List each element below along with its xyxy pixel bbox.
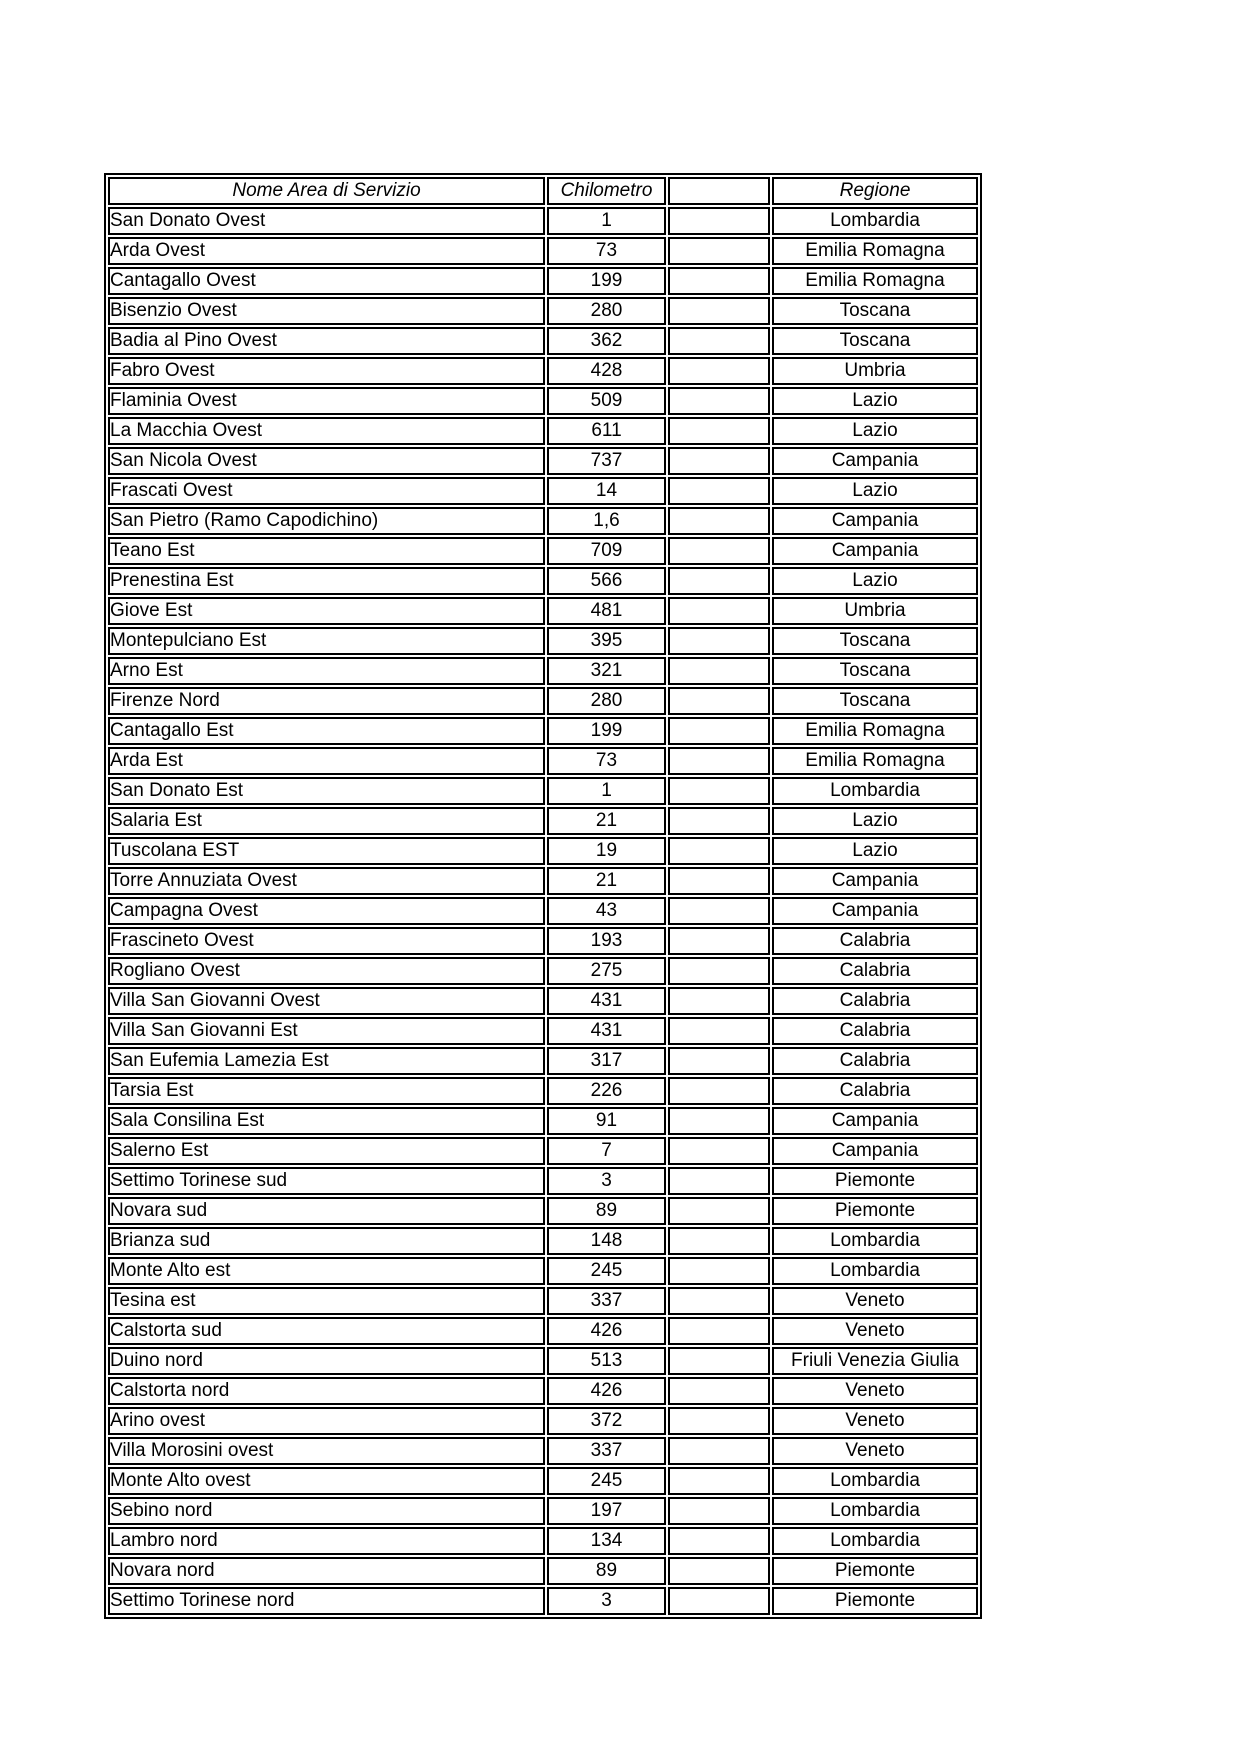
table-row [108,1557,978,1585]
region-cell: Lombardia [772,1467,978,1495]
area-name-cell: Settimo Torinese nord [108,1587,545,1615]
km-cell: 193 [547,927,666,955]
table-row [108,1347,978,1375]
spacer-cell [668,1317,770,1345]
spacer-cell [668,1437,770,1465]
header-chilometro: Chilometro [547,177,666,205]
area-name-cell: San Donato Est [108,777,545,805]
km-cell: 426 [547,1317,666,1345]
area-name-cell: Settimo Torinese sud [108,1167,545,1195]
area-name-cell: Bisenzio Ovest [108,297,545,325]
region-cell: Toscana [772,687,978,715]
table-row [108,387,978,415]
spacer-cell [668,477,770,505]
table-row [108,687,978,715]
area-name-cell: Salaria Est [108,807,545,835]
table-row [108,1047,978,1075]
table-row [108,297,978,325]
spacer-cell [668,957,770,985]
region-cell: Calabria [772,957,978,985]
area-name-cell: Frascati Ovest [108,477,545,505]
spacer-cell [668,1257,770,1285]
km-cell: 148 [547,1227,666,1255]
spacer-cell [668,927,770,955]
region-cell: Lombardia [772,1227,978,1255]
table-row [108,1587,978,1615]
km-cell: 431 [547,1017,666,1045]
area-name-cell: San Donato Ovest [108,207,545,235]
region-cell: Lombardia [772,1497,978,1525]
table-row [108,1077,978,1105]
spacer-cell [668,717,770,745]
table-row [108,1017,978,1045]
region-cell: Veneto [772,1407,978,1435]
region-cell: Friuli Venezia Giulia [772,1347,978,1375]
region-cell: Campania [772,867,978,895]
region-cell: Campania [772,897,978,925]
region-cell: Piemonte [772,1167,978,1195]
region-cell: Toscana [772,657,978,685]
table-row [108,777,978,805]
km-cell: 245 [547,1257,666,1285]
region-cell: Calabria [772,927,978,955]
area-name-cell: Prenestina Est [108,567,545,595]
km-cell: 337 [547,1437,666,1465]
area-name-cell: Novara sud [108,1197,545,1225]
spacer-cell [668,1347,770,1375]
service-areas-table [104,173,982,1619]
area-name-cell: San Nicola Ovest [108,447,545,475]
spacer-cell [668,1047,770,1075]
spacer-cell [668,1107,770,1135]
region-cell: Veneto [772,1287,978,1315]
spacer-cell [668,507,770,535]
table-row [108,867,978,895]
km-cell: 73 [547,747,666,775]
area-name-cell: Villa Morosini ovest [108,1437,545,1465]
spacer-cell [668,1407,770,1435]
km-cell: 197 [547,1497,666,1525]
header-spacer [668,177,770,205]
spacer-cell [668,297,770,325]
spacer-cell [668,1137,770,1165]
table-row [108,267,978,295]
region-cell: Lombardia [772,1257,978,1285]
km-cell: 431 [547,987,666,1015]
area-name-cell: Tuscolana EST [108,837,545,865]
table-row [108,897,978,925]
region-cell: Toscana [772,327,978,355]
region-cell: Piemonte [772,1197,978,1225]
area-name-cell: Fabro Ovest [108,357,545,385]
area-name-cell: Lambro nord [108,1527,545,1555]
table-row [108,717,978,745]
spacer-cell [668,657,770,685]
area-name-cell: San Eufemia Lamezia Est [108,1047,545,1075]
region-cell: Umbria [772,357,978,385]
spacer-cell [668,777,770,805]
region-cell: Emilia Romagna [772,747,978,775]
spacer-cell [668,627,770,655]
table-row [108,927,978,955]
table-row [108,1407,978,1435]
table-row [108,477,978,505]
region-cell: Piemonte [772,1557,978,1585]
region-cell: Piemonte [772,1587,978,1615]
spacer-cell [668,267,770,295]
spacer-cell [668,1017,770,1045]
km-cell: 280 [547,687,666,715]
area-name-cell: Villa San Giovanni Est [108,1017,545,1045]
table-row [108,537,978,565]
km-cell: 317 [547,1047,666,1075]
spacer-cell [668,357,770,385]
table-row [108,1227,978,1255]
table-row [108,627,978,655]
km-cell: 509 [547,387,666,415]
area-name-cell: Salerno Est [108,1137,545,1165]
spacer-cell [668,1527,770,1555]
region-cell: Lazio [772,477,978,505]
spacer-cell [668,987,770,1015]
km-cell: 7 [547,1137,666,1165]
header-regione: Regione [772,177,978,205]
spacer-cell [668,687,770,715]
km-cell: 21 [547,807,666,835]
table-row [108,1437,978,1465]
table-row [108,807,978,835]
table-row [108,747,978,775]
area-name-cell: Monte Alto est [108,1257,545,1285]
area-name-cell: Firenze Nord [108,687,545,715]
region-cell: Lazio [772,567,978,595]
table-row [108,1497,978,1525]
km-cell: 91 [547,1107,666,1135]
area-name-cell: Tesina est [108,1287,545,1315]
spacer-cell [668,387,770,415]
km-cell: 199 [547,267,666,295]
area-name-cell: Badia al Pino Ovest [108,327,545,355]
region-cell: Lombardia [772,207,978,235]
region-cell: Toscana [772,297,978,325]
table-row [108,957,978,985]
area-name-cell: La Macchia Ovest [108,417,545,445]
area-name-cell: Rogliano Ovest [108,957,545,985]
region-cell: Campania [772,507,978,535]
spacer-cell [668,597,770,625]
km-cell: 73 [547,237,666,265]
region-cell: Veneto [772,1437,978,1465]
spacer-cell [668,867,770,895]
km-cell: 43 [547,897,666,925]
region-cell: Emilia Romagna [772,237,978,265]
spacer-cell [668,1467,770,1495]
table-row [108,1137,978,1165]
area-name-cell: Cantagallo Est [108,717,545,745]
km-cell: 14 [547,477,666,505]
table-row [108,507,978,535]
km-cell: 1,6 [547,507,666,535]
spacer-cell [668,1587,770,1615]
table-row [108,207,978,235]
region-cell: Campania [772,537,978,565]
region-cell: Emilia Romagna [772,267,978,295]
region-cell: Lombardia [772,777,978,805]
spacer-cell [668,1167,770,1195]
area-name-cell: Sebino nord [108,1497,545,1525]
table-row [108,837,978,865]
area-name-cell: Arno Est [108,657,545,685]
region-cell: Veneto [772,1377,978,1405]
area-name-cell: Arda Ovest [108,237,545,265]
table-row [108,1107,978,1135]
area-name-cell: Duino nord [108,1347,545,1375]
area-name-cell: Campagna Ovest [108,897,545,925]
km-cell: 89 [547,1197,666,1225]
area-name-cell: Brianza sud [108,1227,545,1255]
region-cell: Lazio [772,837,978,865]
region-cell: Toscana [772,627,978,655]
table-row [108,1257,978,1285]
table-body [108,207,978,1615]
table-row [108,567,978,595]
area-name-cell: Teano Est [108,537,545,565]
area-name-cell: Arino ovest [108,1407,545,1435]
region-cell: Campania [772,1107,978,1135]
table-row [108,1317,978,1345]
km-cell: 3 [547,1167,666,1195]
region-cell: Calabria [772,1017,978,1045]
km-cell: 19 [547,837,666,865]
km-cell: 134 [547,1527,666,1555]
km-cell: 362 [547,327,666,355]
spacer-cell [668,567,770,595]
spacer-cell [668,327,770,355]
table-row [108,417,978,445]
table-row [108,447,978,475]
area-name-cell: Monte Alto ovest [108,1467,545,1495]
table-row [108,1527,978,1555]
area-name-cell: Novara nord [108,1557,545,1585]
km-cell: 611 [547,417,666,445]
spacer-cell [668,1197,770,1225]
area-name-cell: Calstorta nord [108,1377,545,1405]
spacer-cell [668,1377,770,1405]
km-cell: 89 [547,1557,666,1585]
area-name-cell: Sala Consilina Est [108,1107,545,1135]
region-cell: Veneto [772,1317,978,1345]
km-cell: 21 [547,867,666,895]
km-cell: 321 [547,657,666,685]
region-cell: Campania [772,447,978,475]
km-cell: 481 [547,597,666,625]
region-cell: Lazio [772,387,978,415]
region-cell: Campania [772,1137,978,1165]
km-cell: 566 [547,567,666,595]
area-name-cell: Flaminia Ovest [108,387,545,415]
spacer-cell [668,747,770,775]
spacer-cell [668,837,770,865]
km-cell: 337 [547,1287,666,1315]
spacer-cell [668,897,770,925]
area-name-cell: San Pietro (Ramo Capodichino) [108,507,545,535]
header-area-name: Nome Area di Servizio [108,177,545,205]
km-cell: 199 [547,717,666,745]
km-cell: 428 [547,357,666,385]
km-cell: 245 [547,1467,666,1495]
km-cell: 280 [547,297,666,325]
km-cell: 1 [547,207,666,235]
area-name-cell: Calstorta sud [108,1317,545,1345]
km-cell: 737 [547,447,666,475]
area-name-cell: Villa San Giovanni Ovest [108,987,545,1015]
table-row [108,1467,978,1495]
km-cell: 1 [547,777,666,805]
table-row [108,357,978,385]
region-cell: Calabria [772,1077,978,1105]
area-name-cell: Montepulciano Est [108,627,545,655]
region-cell: Calabria [772,987,978,1015]
km-cell: 709 [547,537,666,565]
spacer-cell [668,1497,770,1525]
table-row [108,597,978,625]
region-cell: Lombardia [772,1527,978,1555]
area-name-cell: Frascineto Ovest [108,927,545,955]
km-cell: 513 [547,1347,666,1375]
region-cell: Umbria [772,597,978,625]
table-row [108,1167,978,1195]
table-row [108,327,978,355]
spacer-cell [668,1227,770,1255]
spacer-cell [668,417,770,445]
area-name-cell: Tarsia Est [108,1077,545,1105]
region-cell: Lazio [772,417,978,445]
table-row [108,1197,978,1225]
km-cell: 226 [547,1077,666,1105]
spacer-cell [668,807,770,835]
area-name-cell: Cantagallo Ovest [108,267,545,295]
area-name-cell: Giove Est [108,597,545,625]
km-cell: 275 [547,957,666,985]
table-row [108,1287,978,1315]
table-row [108,1377,978,1405]
table-row [108,657,978,685]
spacer-cell [668,537,770,565]
region-cell: Calabria [772,1047,978,1075]
km-cell: 372 [547,1407,666,1435]
region-cell: Emilia Romagna [772,717,978,745]
area-name-cell: Torre Annuziata Ovest [108,867,545,895]
area-name-cell: Arda Est [108,747,545,775]
km-cell: 395 [547,627,666,655]
header-row [108,177,978,205]
spacer-cell [668,207,770,235]
region-cell: Lazio [772,807,978,835]
spacer-cell [668,1077,770,1105]
table-row [108,987,978,1015]
km-cell: 426 [547,1377,666,1405]
spacer-cell [668,237,770,265]
spacer-cell [668,1287,770,1315]
table-row [108,237,978,265]
spacer-cell [668,447,770,475]
spacer-cell [668,1557,770,1585]
km-cell: 3 [547,1587,666,1615]
